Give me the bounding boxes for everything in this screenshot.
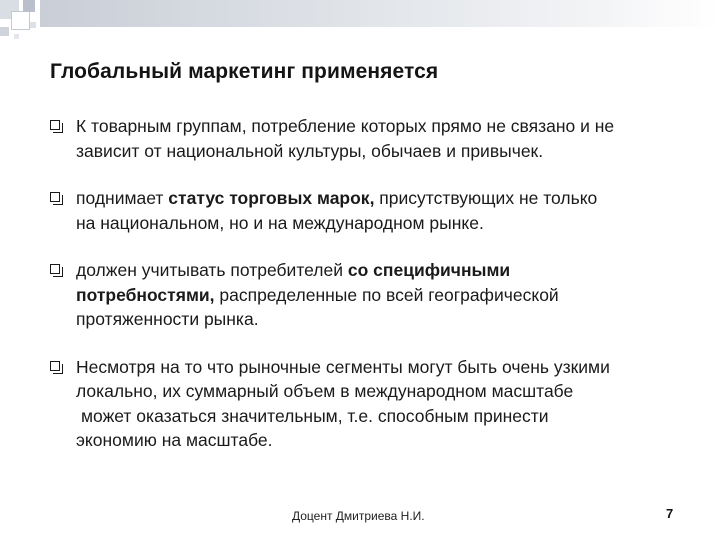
footer-author: Доцент Дмитриева Н.И. <box>292 509 425 523</box>
bullet-text-line: зависит от национальной культуры, обычаев и привычек. <box>76 140 544 161</box>
decor-square <box>0 27 9 36</box>
bullet-emphasis: потребностями, <box>76 284 215 305</box>
bullet-text-line: протяженности рынка. <box>76 309 259 329</box>
bullet-list <box>48 114 703 476</box>
top-gradient-bar <box>40 0 720 27</box>
slide-title: Глобальный маркетинг применяется <box>50 60 439 83</box>
hollow-square-icon <box>50 264 60 274</box>
bullet-text-line: экономию на масштабе. <box>76 430 273 450</box>
bullet-text-line <box>76 186 703 211</box>
bullet-text-line <box>76 283 703 308</box>
decor-square <box>30 22 36 28</box>
decor-square <box>14 34 19 39</box>
hollow-square-icon <box>50 361 60 371</box>
hollow-square-icon <box>50 120 60 130</box>
bullet-emphasis: со специфичными <box>347 260 511 280</box>
bullet-text-line: Несмотря на то что рыночные сегменты могут быть очень узкими <box>76 356 610 377</box>
bullet-item <box>48 114 703 163</box>
page-number: 7 <box>666 506 674 521</box>
bullet-item <box>48 186 703 235</box>
bullet-text: распределенные по всей географической <box>214 284 559 305</box>
bullet-text: должен учитывать потребителей <box>76 260 348 280</box>
bullet-text-line: К товарным группам, потребление которых прямо не связано и не <box>76 116 615 136</box>
bullet-text-line: на национальном, но и на международном рынке. <box>76 212 484 233</box>
hollow-square-icon <box>50 192 60 202</box>
bullet-item <box>48 355 703 453</box>
bullet-text-line <box>76 258 703 283</box>
bullet-item <box>48 258 703 332</box>
bullet-text: поднимает <box>76 188 169 208</box>
bullet-emphasis: статус торговых марок, <box>168 188 375 208</box>
bullet-text: присутствующих не только <box>374 188 598 208</box>
bullet-text-line: может оказаться значительным, т.е. способным принести <box>81 405 549 426</box>
decor-square <box>11 11 30 30</box>
decor-square <box>23 0 35 12</box>
bullet-text-line: локально, их суммарный объем в международном масштабе <box>76 381 574 401</box>
